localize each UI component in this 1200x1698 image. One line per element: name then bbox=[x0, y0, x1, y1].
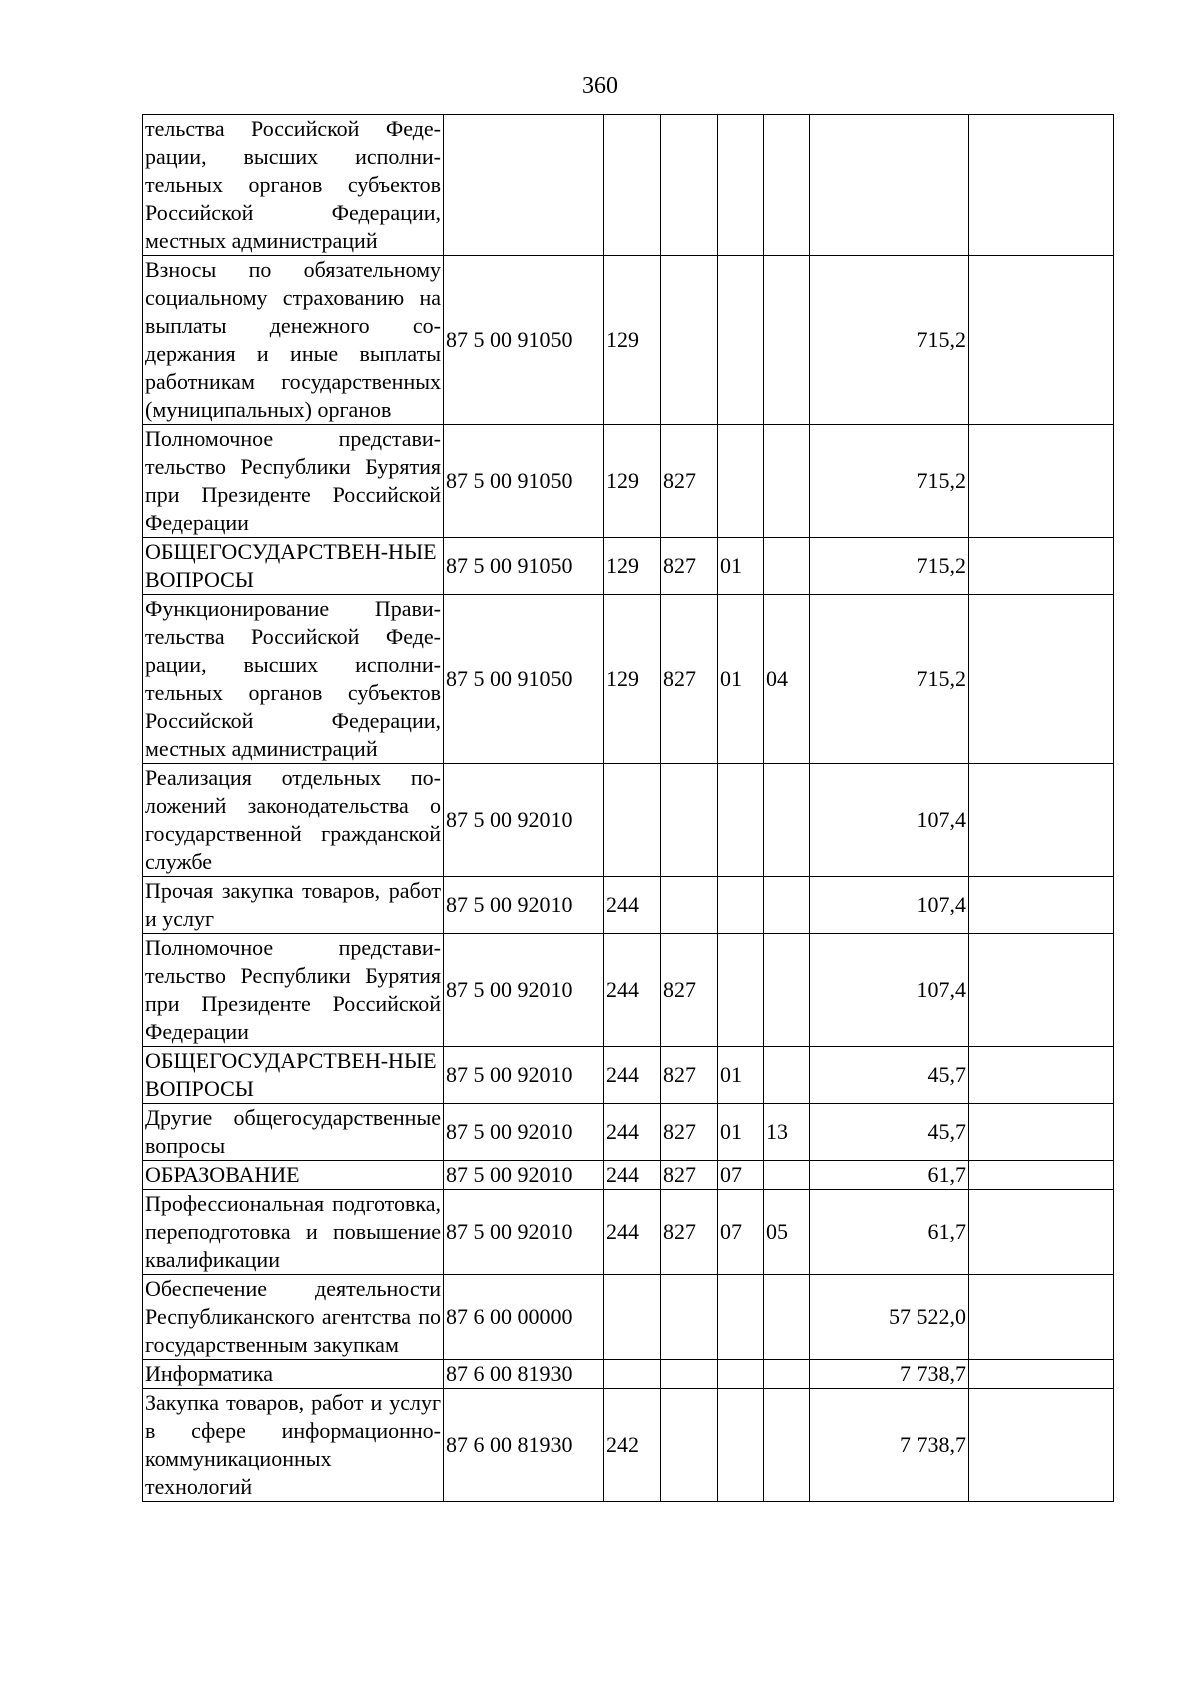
table-row bbox=[143, 538, 1114, 595]
subsection-code: 05 bbox=[764, 1190, 810, 1275]
target-article-code: 87 6 00 81930 bbox=[444, 1389, 604, 1502]
empty-cell bbox=[969, 764, 1114, 877]
empty-cell bbox=[969, 877, 1114, 934]
administrator-code: 827 bbox=[661, 1104, 718, 1161]
subsection-code bbox=[764, 1275, 810, 1360]
table-row bbox=[143, 1275, 1114, 1360]
amount: 57 522,0 bbox=[810, 1275, 969, 1360]
amount: 107,4 bbox=[810, 764, 969, 877]
amount: 715,2 bbox=[810, 256, 969, 425]
row-name: Полномочное представительство Республики Бурятия при Президенте Российской Федерации bbox=[143, 425, 444, 538]
target-article-code: 87 5 00 91050 bbox=[444, 256, 604, 425]
subsection-code bbox=[764, 1161, 810, 1190]
empty-cell bbox=[969, 595, 1114, 764]
section-code: 01 bbox=[718, 1104, 764, 1161]
row-name: ОБЩЕГОСУДАРСТВЕН-НЫЕ ВОПРОСЫ bbox=[143, 538, 444, 595]
empty-cell bbox=[969, 256, 1114, 425]
target-article-code: 87 5 00 92010 bbox=[444, 1161, 604, 1190]
amount: 107,4 bbox=[810, 934, 969, 1047]
target-article-code bbox=[444, 115, 604, 256]
amount: 715,2 bbox=[810, 425, 969, 538]
amount: 107,4 bbox=[810, 877, 969, 934]
administrator-code: 827 bbox=[661, 934, 718, 1047]
row-name: Взносы по обязательному социальному страхованию на выплаты денежного содержания и иные выплаты работникам государственных (муниципальных) органов bbox=[143, 256, 444, 425]
expense-type-code bbox=[604, 1360, 661, 1389]
subsection-code bbox=[764, 877, 810, 934]
table-row bbox=[143, 934, 1114, 1047]
table-row bbox=[143, 1389, 1114, 1502]
table-row bbox=[143, 1360, 1114, 1389]
table-row bbox=[143, 1104, 1114, 1161]
administrator-code: 827 bbox=[661, 538, 718, 595]
row-name: Обеспечение деятельности Республиканского агентства по государственным закупкам bbox=[143, 1275, 444, 1360]
section-code: 07 bbox=[718, 1161, 764, 1190]
target-article-code: 87 5 00 91050 bbox=[444, 425, 604, 538]
table-row bbox=[143, 877, 1114, 934]
empty-cell bbox=[969, 1360, 1114, 1389]
empty-cell bbox=[969, 1190, 1114, 1275]
administrator-code: 827 bbox=[661, 1161, 718, 1190]
subsection-code bbox=[764, 764, 810, 877]
amount: 7 738,7 bbox=[810, 1360, 969, 1389]
row-name: Информатика bbox=[143, 1360, 444, 1389]
amount bbox=[810, 115, 969, 256]
section-code bbox=[718, 1389, 764, 1502]
expense-type-code: 244 bbox=[604, 877, 661, 934]
subsection-code bbox=[764, 934, 810, 1047]
expense-type-code: 129 bbox=[604, 425, 661, 538]
administrator-code bbox=[661, 1360, 718, 1389]
administrator-code bbox=[661, 115, 718, 256]
subsection-code: 04 bbox=[764, 595, 810, 764]
subsection-code bbox=[764, 256, 810, 425]
target-article-code: 87 6 00 00000 bbox=[444, 1275, 604, 1360]
target-article-code: 87 5 00 92010 bbox=[444, 877, 604, 934]
expense-type-code bbox=[604, 764, 661, 877]
row-name: Закупка товаров, работ и услуг в сфере информационно-коммуникационных технологий bbox=[143, 1389, 444, 1502]
subsection-code bbox=[764, 538, 810, 595]
table-row bbox=[143, 1047, 1114, 1104]
subsection-code bbox=[764, 115, 810, 256]
section-code bbox=[718, 934, 764, 1047]
table-row bbox=[143, 764, 1114, 877]
amount: 61,7 bbox=[810, 1161, 969, 1190]
expense-type-code: 244 bbox=[604, 1047, 661, 1104]
row-name: ОБЩЕГОСУДАРСТВЕН-НЫЕ ВОПРОСЫ bbox=[143, 1047, 444, 1104]
administrator-code: 827 bbox=[661, 425, 718, 538]
expense-type-code bbox=[604, 115, 661, 256]
section-code: 01 bbox=[718, 1047, 764, 1104]
administrator-code: 827 bbox=[661, 1190, 718, 1275]
target-article-code: 87 6 00 81930 bbox=[444, 1360, 604, 1389]
empty-cell bbox=[969, 1389, 1114, 1502]
table-row bbox=[143, 1190, 1114, 1275]
expense-type-code: 244 bbox=[604, 1161, 661, 1190]
section-code bbox=[718, 764, 764, 877]
empty-cell bbox=[969, 1275, 1114, 1360]
section-code bbox=[718, 115, 764, 256]
subsection-code bbox=[764, 425, 810, 538]
empty-cell bbox=[969, 1161, 1114, 1190]
subsection-code: 13 bbox=[764, 1104, 810, 1161]
administrator-code bbox=[661, 256, 718, 425]
target-article-code: 87 5 00 91050 bbox=[444, 595, 604, 764]
row-name: Полномочное представительство Республики Бурятия при Президенте Российской Федерации bbox=[143, 934, 444, 1047]
section-code bbox=[718, 1360, 764, 1389]
empty-cell bbox=[969, 538, 1114, 595]
target-article-code: 87 5 00 92010 bbox=[444, 1047, 604, 1104]
empty-cell bbox=[969, 425, 1114, 538]
administrator-code bbox=[661, 877, 718, 934]
page-number: 360 bbox=[582, 73, 618, 99]
expense-type-code: 244 bbox=[604, 934, 661, 1047]
row-name: Функционирование Правительства Российской Федерации, высших исполнительных органов субъектов Российской Федерации, местных администраций bbox=[143, 595, 444, 764]
section-code: 07 bbox=[718, 1190, 764, 1275]
row-name: Реализация отдельных положений законодательства о государственной гражданской службе bbox=[143, 764, 444, 877]
row-name: тельства Российской Федерации, высших исполнительных органов субъектов Российской Федерации, местных администраций bbox=[143, 115, 444, 256]
budget-table bbox=[142, 114, 1114, 1502]
expense-type-code bbox=[604, 1275, 661, 1360]
row-name: ОБРАЗОВАНИЕ bbox=[143, 1161, 444, 1190]
empty-cell bbox=[969, 1104, 1114, 1161]
target-article-code: 87 5 00 91050 bbox=[444, 538, 604, 595]
target-article-code: 87 5 00 92010 bbox=[444, 1190, 604, 1275]
amount: 715,2 bbox=[810, 538, 969, 595]
empty-cell bbox=[969, 934, 1114, 1047]
subsection-code bbox=[764, 1389, 810, 1502]
section-code bbox=[718, 425, 764, 538]
amount: 61,7 bbox=[810, 1190, 969, 1275]
expense-type-code: 244 bbox=[604, 1104, 661, 1161]
amount: 7 738,7 bbox=[810, 1389, 969, 1502]
expense-type-code: 129 bbox=[604, 595, 661, 764]
section-code: 01 bbox=[718, 595, 764, 764]
table-row bbox=[143, 425, 1114, 538]
expense-type-code: 129 bbox=[604, 256, 661, 425]
table-body bbox=[143, 115, 1114, 1502]
subsection-code bbox=[764, 1047, 810, 1104]
table-row bbox=[143, 1161, 1114, 1190]
administrator-code bbox=[661, 764, 718, 877]
table-row bbox=[143, 256, 1114, 425]
subsection-code bbox=[764, 1360, 810, 1389]
row-name: Другие общегосударственные вопросы bbox=[143, 1104, 444, 1161]
administrator-code bbox=[661, 1275, 718, 1360]
administrator-code bbox=[661, 1389, 718, 1502]
section-code: 01 bbox=[718, 538, 764, 595]
row-name: Профессиональная подготовка, переподготовка и повышение квалификации bbox=[143, 1190, 444, 1275]
section-code bbox=[718, 877, 764, 934]
empty-cell bbox=[969, 115, 1114, 256]
target-article-code: 87 5 00 92010 bbox=[444, 934, 604, 1047]
administrator-code: 827 bbox=[661, 1047, 718, 1104]
section-code bbox=[718, 1275, 764, 1360]
amount: 715,2 bbox=[810, 595, 969, 764]
row-name: Прочая закупка товаров, работ и услуг bbox=[143, 877, 444, 934]
amount: 45,7 bbox=[810, 1047, 969, 1104]
table-row bbox=[143, 115, 1114, 256]
expense-type-code: 244 bbox=[604, 1190, 661, 1275]
target-article-code: 87 5 00 92010 bbox=[444, 764, 604, 877]
table-row bbox=[143, 595, 1114, 764]
section-code bbox=[718, 256, 764, 425]
expense-type-code: 129 bbox=[604, 538, 661, 595]
expense-type-code: 242 bbox=[604, 1389, 661, 1502]
administrator-code: 827 bbox=[661, 595, 718, 764]
amount: 45,7 bbox=[810, 1104, 969, 1161]
target-article-code: 87 5 00 92010 bbox=[444, 1104, 604, 1161]
empty-cell bbox=[969, 1047, 1114, 1104]
